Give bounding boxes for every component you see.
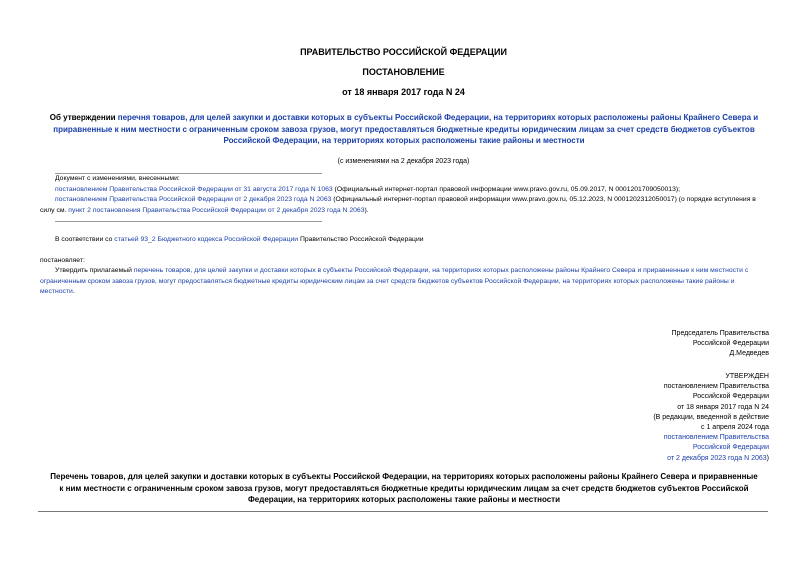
edition-link-1[interactable]: постановлением Правительства — [663, 434, 769, 442]
changes-heading: Документ с изменениями, внесенными: — [55, 175, 180, 182]
signature-name: Д.Медведев — [729, 350, 769, 358]
amended-note: (с изменениями на 2 декабря 2023 года) — [337, 158, 470, 165]
edition-tail: ) — [766, 454, 769, 462]
edition-link-3[interactable]: от 2 декабря 2023 года N 2063 — [667, 454, 767, 462]
document-date: от 18 января 2017 года N 24 — [342, 87, 465, 97]
change-1-link[interactable]: постановлением Правительства Российской Федерации от 31 августа 2017 года N 1063 — [55, 185, 333, 193]
signature-position: Председатель Правительства — [671, 330, 769, 337]
change-2-article-link[interactable]: пункт 2 постановления Правительства Российской Федерации от 2 декабря 2023 года N 2063 — [68, 206, 365, 214]
edition-note: (В редакции, введенной в действие — [653, 413, 769, 421]
document-type: ПОСТАНОВЛЕНИЕ — [362, 67, 445, 77]
change-1-text: (Официальный интернет-портал правовой информации www.pravo.gov.ru, 05.09.2017, N 0001201709050013); — [332, 185, 680, 193]
change-item-2 — [40, 195, 768, 216]
approve-paragraph — [40, 266, 768, 298]
resolves-label: постановляет: — [40, 257, 85, 264]
approve-suffix: . — [72, 288, 75, 296]
bottom-rule — [38, 511, 768, 512]
change-2-link[interactable]: постановлением Правительства Российской Федерации от 2 декабря 2023 года N 2063 — [55, 196, 332, 203]
list-link[interactable]: перечень товаров, для целей закупки и доставки которых в субъекты Российской Федерации, на территориях которых расположены районы Крайнего Севера и приравненные к ним местности с ограниченным сроком завоза грузов, могут предоставляться бюджетные кредиты юридическим лицам за счет средств бюджетов субъектов Российской Федерации, на территориях которых расположены такие районы и местности — [40, 267, 749, 296]
edition-date: с 1 апреля 2024 года — [701, 424, 769, 432]
changes-block — [55, 174, 767, 195]
edition-link-2[interactable]: Российской Федерации — [692, 444, 769, 452]
signature-country: Российской Федерации — [692, 340, 769, 348]
change-2-tail: ). — [364, 206, 369, 214]
title-prefix: Об утверждении — [49, 113, 118, 122]
approval-block — [653, 372, 769, 464]
approved-label: УТВЕРЖДЕН — [725, 373, 769, 380]
budget-code-link[interactable]: статьей 93_2 Бюджетного кодекса Российской Федерации — [114, 236, 299, 243]
changes-bottom-rule — [55, 221, 322, 222]
list-title: Перечень товаров, для целей закупки и доставки которых в субъекты Российской Федерации, на территориях которых расположены районы Крайнего Севера и приравненные к ним местности с ограниченным сроком завоза грузов, могут предоставляться бюджетные кредиты юридическим лицам за счет средств бюджетов субъектов Российской Федерации, на территориях которых расположены такие районы и местности — [50, 472, 758, 504]
basis-suffix: Правительство Российской Федерации — [298, 236, 424, 243]
title-link[interactable]: перечня товаров, для целей закупки и доставки которых в субъекты Российской Федерации, на территориях которых расположены районы Крайнего Севера и приравненные к ним местности с ограниченным сроком завоза грузов, могут предоставляться бюджетные кредиты юридическим лицам за счет средств бюджетов субъектов Российской Федерации, на территориях которых расположены такие районы и местности — [53, 113, 759, 145]
approved-country: Российской Федерации — [692, 393, 769, 401]
change-2-text: (Официальный интернет-портал правовой информации www.pravo.gov.ru, 05.12.2023, N 0001202312050017) (о порядке вступления в силу см. — [40, 196, 756, 214]
document-title — [38, 112, 770, 147]
approved-by: постановлением Правительства — [663, 383, 769, 391]
basis-prefix: В соответствии со — [55, 236, 115, 243]
government-heading: ПРАВИТЕЛЬСТВО РОССИЙСКОЙ ФЕДЕРАЦИИ — [300, 47, 507, 57]
approved-date: от 18 января 2017 года N 24 — [677, 403, 769, 411]
signature-block — [672, 329, 769, 360]
edition-link-line — [653, 454, 769, 464]
change-item-1 — [55, 185, 767, 196]
approve-prefix: Утвердить прилагаемый — [55, 267, 134, 274]
basis-paragraph — [55, 235, 767, 246]
